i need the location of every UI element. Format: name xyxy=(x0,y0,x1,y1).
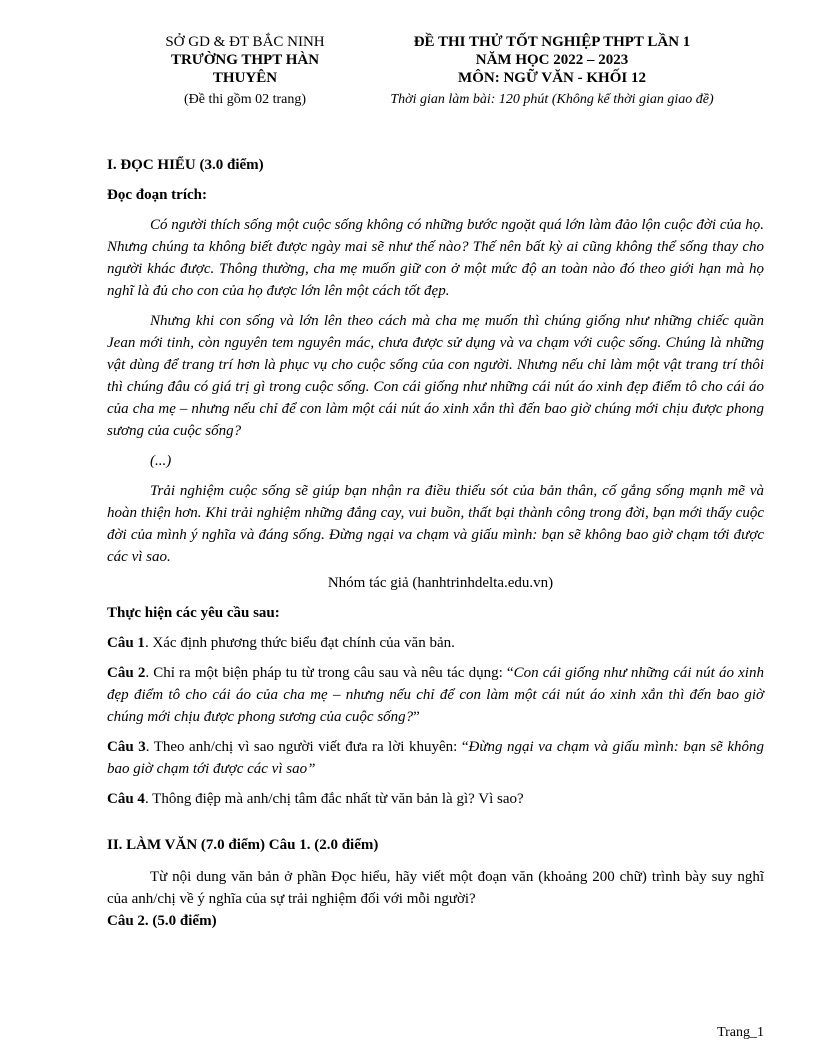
question-4-label: Câu 4 xyxy=(107,791,145,807)
question-2-end: ” xyxy=(413,709,420,725)
question-2-label: Câu 2 xyxy=(107,665,146,681)
department-name: SỞ GD & ĐT BẮC NINH xyxy=(165,34,325,50)
question-3-text: . Theo anh/chị vì sao người viết đưa ra lời khuyên: “ xyxy=(145,739,469,755)
exam-content xyxy=(107,154,764,932)
question-3 xyxy=(107,736,764,780)
question-1 xyxy=(107,632,764,654)
question-2-quote: Con cái giống như những cái nút áo xinh đẹp điểm tô cho cái áo của cha mẹ – nhưng nếu chỉ để con làm một cái nút áo xinh xắn thì đến bao giờ chúng mới chịu được phong sương của cuộc sống? xyxy=(107,665,764,725)
time-note: Thời gian làm bài: 120 phút (Không kể thời gian giao đề) xyxy=(390,92,714,107)
question-1-text: . Xác định phương thức biểu đạt chính của văn bản. xyxy=(144,635,455,651)
question-2 xyxy=(107,662,764,728)
excerpt-ellipsis: (...) xyxy=(150,453,172,469)
pages-note: (Đề thi gồm 02 trang) xyxy=(183,92,307,107)
page-number: Trang_1 xyxy=(717,1025,764,1040)
writing-question-1: Từ nội dung văn bản ở phần Đọc hiểu, hãy viết một đoạn văn (khoảng 200 chữ) trình bày suy nghĩ của anh/chị về ý nghĩa của sự trải nghiệm đối với mỗi người? xyxy=(107,869,764,907)
subject-line: MÔN: NGỮ VĂN - KHỐI 12 xyxy=(458,70,646,86)
section1-heading: I. ĐỌC HIỂU (3.0 điểm) xyxy=(107,157,264,173)
excerpt-paragraph-3: Trải nghiệm cuộc sống sẽ giúp bạn nhận ra điều thiếu sót của bản thân, cố gắng sống mạnh mẽ và hoàn thiện hơn. Khi trải nghiệm những đắng cay, vui buồn, thất bại thành công trong đời, bạn mới thấy cuộc đời của mình ý nghĩa và đáng sống. Đừng ngại va chạm và giấu mình: bạn sẽ không bao giờ chạm tới được các vì sao. xyxy=(107,483,764,565)
school-name-line1: TRƯỜNG THPT HÀN xyxy=(170,52,320,68)
excerpt-source: Nhóm tác giả (hanhtrinhdelta.edu.vn) xyxy=(327,575,554,591)
exam-title: ĐỀ THI THỬ TỐT NGHIỆP THPT LẦN 1 xyxy=(413,34,691,50)
excerpt-paragraph-2: Nhưng khi con sống và lớn lên theo cách mà cha mẹ muốn thì chúng giống như những chiếc quần Jean mới tinh, còn nguyên tem nguyên mác, chưa được sử dụng và va chạm với cuộc sống. Chúng là những vật dùng để trang trí hơn là phục vụ cho cuộc sống của con người. Nhưng nếu chỉ làm một vật trang trí thôi thì chúng đâu có giá trị gì trong cuộc sống. Con cái giống như những cái nút áo xinh đẹp điểm tô cho cái áo của cha mẹ – nhưng nếu chỉ để con làm một cái nút áo xinh xắn thì đến bao giờ chúng mới chịu được phong sương của cuộc sống? xyxy=(107,313,764,439)
school-name-line2: THUYÊN xyxy=(212,70,278,86)
question-4-text: . Thông điệp mà anh/chị tâm đắc nhất từ văn bản là gì? Vì sao? xyxy=(144,791,524,807)
question-3-label: Câu 3 xyxy=(107,739,146,755)
excerpt-label: Đọc đoạn trích: xyxy=(107,187,207,203)
question-2-text: . Chỉ ra một biện pháp tu từ trong câu sau và nêu tác dụng: “ xyxy=(145,665,514,681)
header-left xyxy=(150,33,340,109)
excerpt-paragraph-1: Có người thích sống một cuộc sống không có những bước ngoặt quá lớn làm đảo lộn cuộc đời của họ. Nhưng chúng ta không biết được ngày mai sẽ như thế nào? Thế nên bất kỳ ai cũng không thể sống thay cho người khác được. Thông thường, cha mẹ muốn giữ con ở một mức độ an toàn nào đó theo giới hạn mà họ nghĩ là đủ cho con của họ được lớn lên một cách tốt đẹp. xyxy=(107,217,764,299)
question-1-label: Câu 1 xyxy=(107,635,145,651)
tasks-label: Thực hiện các yêu cầu sau: xyxy=(107,605,280,621)
question-3-quote: Đừng ngại va chạm và giấu mình: bạn sẽ không bao giờ chạm tới được các vì sao” xyxy=(107,739,764,777)
header-right xyxy=(352,33,752,109)
section2-heading: II. LÀM VĂN (7.0 điểm) Câu 1. (2.0 điểm) xyxy=(107,837,379,853)
writing-question-2-heading: Câu 2. (5.0 điểm) xyxy=(107,913,217,929)
question-4 xyxy=(107,788,764,810)
school-year: NĂM HỌC 2022 – 2023 xyxy=(475,52,629,68)
